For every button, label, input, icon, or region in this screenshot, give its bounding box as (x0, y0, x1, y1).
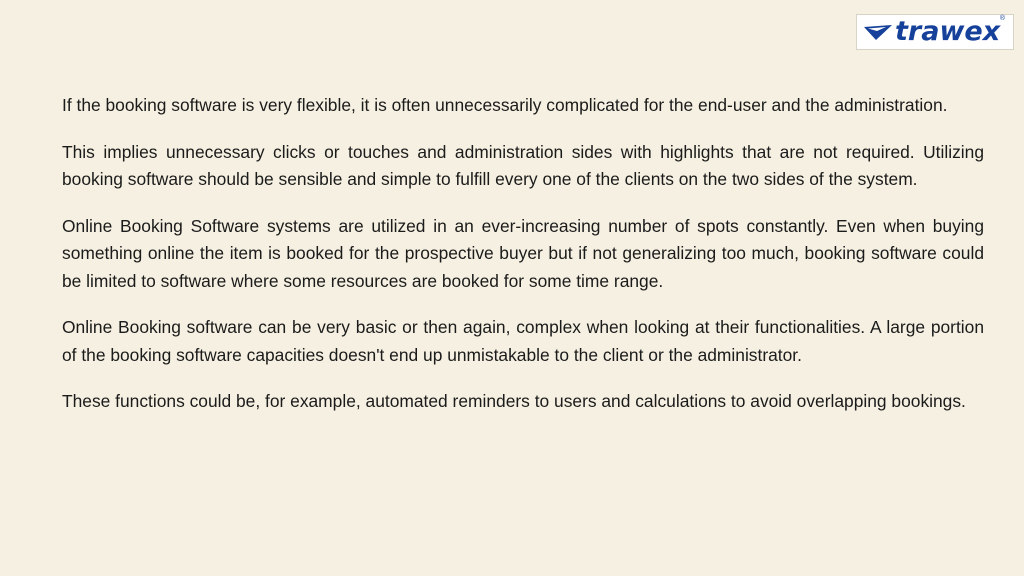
arrow-swoosh-icon (863, 22, 893, 42)
trawex-logo (856, 14, 1014, 50)
logo-wordmark: trawex (895, 15, 1001, 47)
paragraph-1: If the booking software is very flexible, it is often unnecessarily complicated for the end-user and the administration. (62, 95, 948, 115)
paragraph-3: Online Booking Software systems are utilized in an ever-increasing number of spots constantly. Even when buying something online the item is booked for the prospective buyer but if not generalizing too much, booking software could be limited to software where some resources are booked for some time range. (62, 215, 984, 291)
paragraph-4: Online Booking software can be very basic or then again, complex when looking at their functionalities. A large portion of the booking software capacities doesn't end up unmistakable to the client or the administrator. (62, 317, 984, 365)
paragraph-5: These functions could be, for example, automated reminders to users and calculations to avoid overlapping bookings. (62, 391, 966, 411)
body-text (62, 92, 984, 435)
paragraph-2: This implies unnecessary clicks or touches and administration sides with highlights that are not required. Utilizing booking software should be sensible and simple to fulfill every one of the clients on the two sides of the system. (62, 141, 984, 189)
registered-mark: ® (999, 15, 1005, 22)
